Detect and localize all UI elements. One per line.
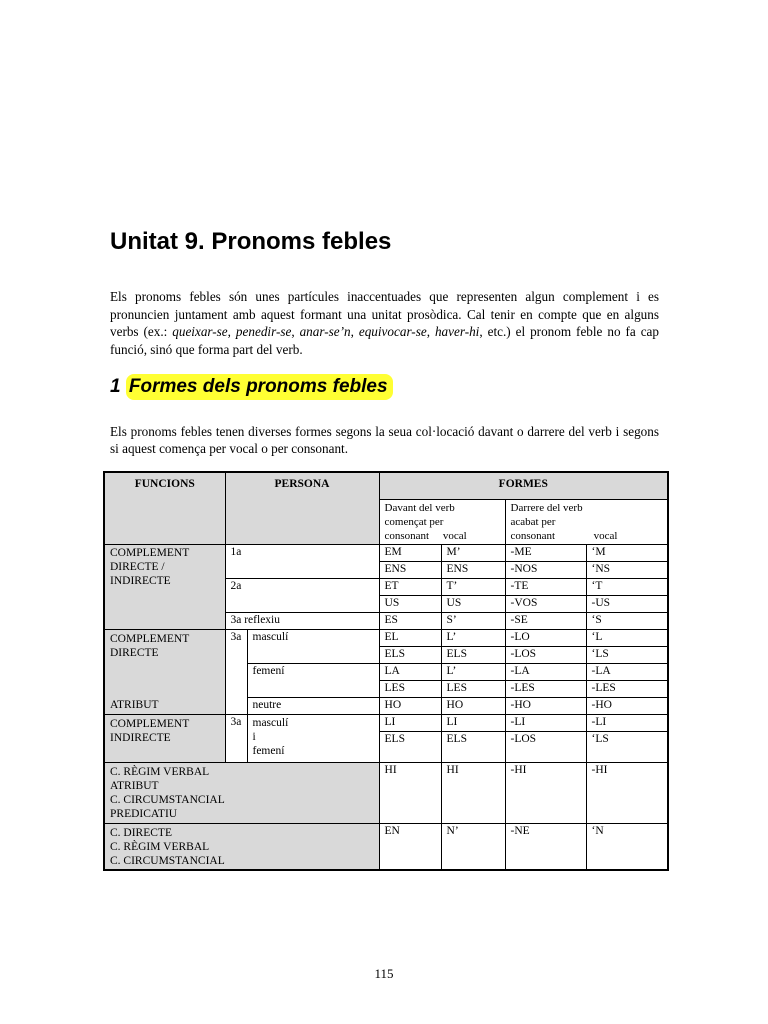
form-cell: US bbox=[379, 595, 441, 612]
form-cell: ES bbox=[379, 612, 441, 629]
pronoun-forms-table bbox=[103, 471, 669, 871]
form-cell: ELS bbox=[379, 646, 441, 663]
form-cell: -SE bbox=[505, 612, 586, 629]
form-cell: ELS bbox=[441, 731, 505, 762]
gender-neutre: neutre bbox=[247, 697, 379, 714]
person-3a: 3a bbox=[225, 629, 247, 714]
header-persona: PERSONA bbox=[225, 472, 379, 499]
header-vocal: vocal bbox=[593, 529, 618, 542]
function-en: C. DIRECTE C. RÈGIM VERBAL C. CIRCUMSTANCIAL bbox=[104, 823, 379, 870]
form-cell: EL bbox=[379, 629, 441, 646]
function-ci: COMPLEMENT INDIRECTE bbox=[104, 714, 225, 762]
form-cell: -LES bbox=[505, 680, 586, 697]
header-vocal: vocal bbox=[442, 529, 467, 542]
header-davant: Davant del verb començat per consonant vocal bbox=[379, 499, 505, 544]
gender-masculi: masculí bbox=[247, 629, 379, 663]
example-verb: haver-hi bbox=[434, 324, 480, 339]
form-cell: LES bbox=[441, 680, 505, 697]
form-cell: LI bbox=[441, 714, 505, 731]
form-cell: EM bbox=[379, 544, 441, 561]
example-verb: penedir-se bbox=[235, 324, 292, 339]
function-hi: C. RÈGIM VERBAL ATRIBUT C. CIRCUMSTANCIAL PREDICATIU bbox=[104, 762, 379, 823]
form-cell: ‘L bbox=[586, 629, 668, 646]
example-verb: anar-se’n bbox=[299, 324, 351, 339]
header-consonant: consonant bbox=[384, 529, 430, 542]
form-cell: HO bbox=[441, 697, 505, 714]
form-cell: HI bbox=[441, 762, 505, 823]
form-cell: -LI bbox=[505, 714, 586, 731]
form-cell: ET bbox=[379, 578, 441, 595]
gender-femeni: femení bbox=[247, 663, 379, 697]
form-cell: -LOS bbox=[505, 646, 586, 663]
person-1a: 1a bbox=[225, 544, 379, 578]
form-cell: -LI bbox=[586, 714, 668, 731]
form-cell: L’ bbox=[441, 629, 505, 646]
form-cell: ‘LS bbox=[586, 646, 668, 663]
intro-paragraph: Els pronoms febles són unes partícules inaccentuades que representen algun complement i es pronuncien juntament amb aquest formant una unitat prosòdica. Cal tenir en compte que en alguns verbs (ex.: queixar-se, penedir-se, anar-se’n, equivocar-se, haver-hi, etc.) el pronom feble no fa cap funció, sinó que forma part del verb. bbox=[110, 289, 659, 357]
form-cell: ‘S bbox=[586, 612, 668, 629]
form-cell: -LO bbox=[505, 629, 586, 646]
page-number: 115 bbox=[374, 966, 394, 981]
example-verb: queixar-se bbox=[172, 324, 228, 339]
header-darrere: Darrere del verb acabat per consonant vocal bbox=[505, 499, 668, 544]
function-cd-atribut: COMPLEMENT DIRECTE ATRIBUT bbox=[104, 629, 225, 714]
form-cell: ENS bbox=[441, 561, 505, 578]
section-intro: Els pronoms febles tenen diverses formes segons la seua col·locació davant o darrere del verb i segons si aquest comença per vocal o per consonant. bbox=[110, 424, 659, 456]
form-cell: HI bbox=[379, 762, 441, 823]
form-cell: S’ bbox=[441, 612, 505, 629]
form-cell: ELS bbox=[379, 731, 441, 762]
form-cell: -ME bbox=[505, 544, 586, 561]
form-cell: ‘M bbox=[586, 544, 668, 561]
section-heading bbox=[110, 376, 393, 398]
form-cell: -NE bbox=[505, 823, 586, 870]
function-cd-ci: COMPLEMENT DIRECTE / INDIRECTE bbox=[104, 544, 225, 629]
form-cell: -VOS bbox=[505, 595, 586, 612]
form-cell: -LOS bbox=[505, 731, 586, 762]
section-title: Formes dels pronoms febles bbox=[126, 374, 393, 400]
form-cell: -HO bbox=[586, 697, 668, 714]
form-cell: ‘LS bbox=[586, 731, 668, 762]
form-cell: T’ bbox=[441, 578, 505, 595]
form-cell: EN bbox=[379, 823, 441, 870]
form-cell: -HI bbox=[505, 762, 586, 823]
form-cell: HO bbox=[379, 697, 441, 714]
form-cell: -LES bbox=[586, 680, 668, 697]
page-title: Unitat 9. Pronoms febles bbox=[110, 228, 392, 255]
header-formes: FORMES bbox=[379, 472, 668, 499]
form-cell: N’ bbox=[441, 823, 505, 870]
form-cell: M’ bbox=[441, 544, 505, 561]
form-cell: -US bbox=[586, 595, 668, 612]
form-cell: -LA bbox=[586, 663, 668, 680]
section-number: 1 bbox=[110, 376, 121, 397]
person-2a: 2a bbox=[225, 578, 379, 612]
header-funcions: FUNCIONS bbox=[104, 472, 225, 499]
form-cell: LES bbox=[379, 680, 441, 697]
form-cell: -TE bbox=[505, 578, 586, 595]
example-verb: equivocar-se bbox=[358, 324, 427, 339]
form-cell: LA bbox=[379, 663, 441, 680]
header-consonant: consonant bbox=[510, 529, 556, 542]
form-cell: US bbox=[441, 595, 505, 612]
form-cell: ELS bbox=[441, 646, 505, 663]
form-cell: -NOS bbox=[505, 561, 586, 578]
form-cell: ENS bbox=[379, 561, 441, 578]
gender-masculi-femeni: masculí i femení bbox=[247, 714, 379, 762]
person-3a-reflexiu: 3a reflexiu bbox=[225, 612, 379, 629]
form-cell: -HI bbox=[586, 762, 668, 823]
form-cell: -HO bbox=[505, 697, 586, 714]
form-cell: ‘NS bbox=[586, 561, 668, 578]
form-cell: LI bbox=[379, 714, 441, 731]
form-cell: -LA bbox=[505, 663, 586, 680]
form-cell: ‘T bbox=[586, 578, 668, 595]
person-3a: 3a bbox=[225, 714, 247, 762]
form-cell: L’ bbox=[441, 663, 505, 680]
form-cell: ‘N bbox=[586, 823, 668, 870]
